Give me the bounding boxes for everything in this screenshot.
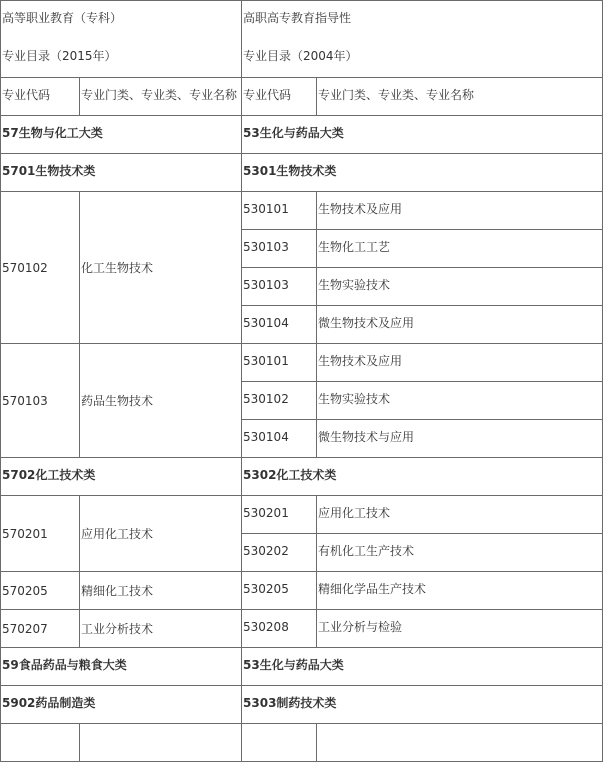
left-title-line-1: 高等职业教育（专科） (2, 11, 123, 25)
left-major-name-cell (80, 610, 242, 648)
left-section-cell (1, 116, 242, 154)
right-major-code: 530208 (243, 620, 289, 634)
right-major-code: 530104 (243, 430, 289, 444)
right-major-code-cell (242, 534, 317, 572)
left-major-name-cell (80, 344, 242, 458)
right-major-code: 530102 (243, 392, 289, 406)
right-major-code: 530101 (243, 354, 289, 368)
right-major-name: 生物实验技术 (318, 278, 391, 292)
left-section-label: 5902药品制造类 (2, 696, 96, 710)
column-header-right-code (242, 78, 317, 116)
left-major-name: 应用化工技术 (81, 526, 154, 541)
right-major-name-cell (317, 610, 603, 648)
table-title-row (1, 1, 603, 78)
right-major-code: 530202 (243, 544, 289, 558)
column-header-text: 专业代码 (2, 88, 51, 102)
right-section-cell (242, 648, 603, 686)
left-major-code-cell (1, 344, 80, 458)
right-section-label: 5303制药技术类 (243, 696, 337, 710)
right-major-code-cell (242, 724, 317, 762)
left-major-code: 570201 (2, 526, 48, 541)
major-row (1, 572, 603, 610)
right-major-code: 530205 (243, 582, 289, 596)
left-major-name-cell (80, 572, 242, 610)
column-header-row (1, 78, 603, 116)
right-major-name-cell (317, 724, 603, 762)
right-catalog-title (242, 1, 603, 78)
right-major-code-cell (242, 496, 317, 534)
major-row (1, 344, 603, 382)
column-header-text: 专业门类、专业类、专业名称 (81, 88, 238, 102)
right-major-name-cell (317, 268, 603, 306)
right-major-name: 有机化工生产技术 (318, 544, 415, 558)
left-major-code-cell (1, 724, 80, 762)
right-section-cell (242, 458, 603, 496)
section-row (1, 648, 603, 686)
right-major-code: 530101 (243, 202, 289, 216)
section-row (1, 686, 603, 724)
right-section-label: 5301生物技术类 (243, 164, 337, 178)
left-section-cell (1, 686, 242, 724)
left-title-line-2: 专业目录（2015年） (2, 49, 117, 63)
right-section-label: 53生化与药品大类 (243, 658, 344, 672)
left-section-cell (1, 154, 242, 192)
right-major-code-cell (242, 268, 317, 306)
left-section-cell (1, 458, 242, 496)
right-major-code: 530103 (243, 240, 289, 254)
right-major-name-cell (317, 382, 603, 420)
right-major-name-cell (317, 534, 603, 572)
column-header-text: 专业代码 (243, 88, 292, 102)
column-header-left-name (80, 78, 242, 116)
left-major-name: 化工生物技术 (81, 260, 154, 275)
right-section-cell (242, 154, 603, 192)
right-major-name-cell (317, 192, 603, 230)
right-major-code-cell (242, 306, 317, 344)
right-major-code-cell (242, 420, 317, 458)
right-section-cell (242, 116, 603, 154)
right-major-code-cell (242, 572, 317, 610)
right-major-code-cell (242, 382, 317, 420)
right-title-line-2: 专业目录（2004年） (243, 49, 358, 63)
major-row (1, 610, 603, 648)
left-major-code: 570205 (2, 583, 48, 598)
left-section-cell (1, 648, 242, 686)
table-body (1, 1, 603, 762)
left-section-label: 59食品药品与粮食大类 (2, 658, 127, 672)
right-major-code: 530104 (243, 316, 289, 330)
section-row (1, 154, 603, 192)
right-major-code-cell (242, 610, 317, 648)
right-major-name-cell (317, 420, 603, 458)
right-major-name: 微生物技术及应用 (318, 316, 415, 330)
right-major-name-cell (317, 230, 603, 268)
right-major-code (242, 724, 316, 732)
left-major-name-cell (80, 496, 242, 572)
major-row (1, 192, 603, 230)
right-major-code-cell (242, 344, 317, 382)
left-section-label: 5702化工技术类 (2, 468, 96, 482)
right-major-name (317, 724, 602, 732)
right-major-name-cell (317, 496, 603, 534)
section-row (1, 458, 603, 496)
column-header-left-code (1, 78, 80, 116)
left-major-code-cell (1, 496, 80, 572)
left-section-label: 57生物与化工大类 (2, 126, 103, 140)
left-major-code-cell (1, 610, 80, 648)
right-major-code-cell (242, 192, 317, 230)
left-major-name: 工业分析技术 (81, 621, 154, 636)
right-major-name: 精细化学品生产技术 (318, 582, 427, 596)
left-major-name-cell (80, 724, 242, 762)
column-header-text: 专业门类、专业类、专业名称 (318, 88, 475, 102)
right-major-name-cell (317, 572, 603, 610)
left-major-name-cell (80, 192, 242, 344)
left-major-code-cell (1, 572, 80, 610)
left-section-label: 5701生物技术类 (2, 164, 96, 178)
left-major-name: 药品生物技术 (81, 393, 154, 408)
right-major-name: 生物技术及应用 (318, 202, 403, 216)
left-catalog-title (1, 1, 242, 78)
left-major-code-cell (1, 192, 80, 344)
right-major-name: 工业分析与检验 (318, 620, 403, 634)
right-major-code-cell (242, 230, 317, 268)
column-header-right-name (317, 78, 603, 116)
right-major-name-cell (317, 344, 603, 382)
right-title-line-1: 高职高专教育指导性 (243, 11, 352, 25)
right-major-name: 生物技术及应用 (318, 354, 403, 368)
right-section-label: 5302化工技术类 (243, 468, 337, 482)
left-major-code: 570102 (2, 260, 48, 275)
right-major-name-cell (317, 306, 603, 344)
major-row (1, 724, 603, 762)
major-row (1, 496, 603, 534)
right-major-name: 生物实验技术 (318, 392, 391, 406)
right-major-code: 530103 (243, 278, 289, 292)
right-major-code: 530201 (243, 506, 289, 520)
right-major-name: 生物化工工艺 (318, 240, 391, 254)
left-major-name: 精细化工技术 (81, 583, 154, 598)
right-major-name: 微生物技术与应用 (318, 430, 415, 444)
left-major-code: 570207 (2, 621, 48, 636)
right-section-label: 53生化与药品大类 (243, 126, 344, 140)
right-section-cell (242, 686, 603, 724)
section-row (1, 116, 603, 154)
right-major-name: 应用化工技术 (318, 506, 391, 520)
left-major-code: 570103 (2, 393, 48, 408)
